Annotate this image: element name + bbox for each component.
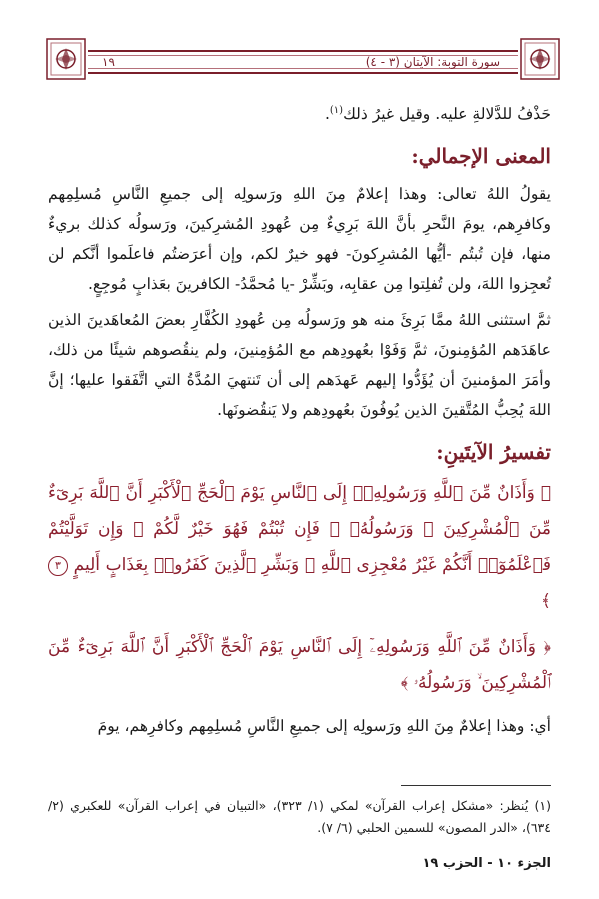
footnote-ref[interactable]: (١)	[329, 105, 344, 116]
general-paragraph-2: ثمَّ استثنى اللهُ ممَّا بَرِئَ منه هو ورَسولُه مِن عُهودِ الكُفَّارِ بعضَ المُعاهَدينَ الذين عاهَدَهم المُؤمِنونَ، ثمَّ وَفَوْا بعُهودِهم مع المُؤمِنينَ، ولم ينقُصوهم شيئًا من ذلك، وأمَرَ المؤمنينَ أن يُؤَدُّوا إليهم عَهدَهم إلى أن تَنتهيَ المُدَّةُ التي اتَّفَقوا عليها؛ إنَّ اللهَ يُحِبُّ المُتَّقينَ الذين يُوفُونَ بعُهودِهم ولا يَنقُضونَها.	[48, 311, 551, 420]
intro-paragraph: حَذْفُ للدَّلالةِ عليه. وقيل غيرُ ذلك$^{(١)}$.	[324, 105, 551, 124]
page-number: ١٩	[102, 55, 115, 69]
page-footer: الجزء ١٠ - الحزب ١٩	[422, 856, 551, 871]
heading-tafsir: تفسيرُ الآيتَينِ:	[436, 440, 551, 465]
running-title: سورة التوبة: الآيتان (٣ - ٤)	[365, 55, 500, 69]
tafsir-paragraph: أي: وهذا إعلامٌ مِنَ اللهِ ورَسولِه إلى جميعِ النَّاسِ مُسلِمِهم وكافرِهم، يومَ	[97, 717, 551, 736]
footnote: (١) يُنظر: «مشكل إعراب القرآن» لمكي (١/ ٣٢٣)، «التبيان في إعراب القرآن» للعكبري (٢/ ٦٣٤)، «الدر المصون» للسمين الحلبي (٦/ ٧).	[48, 798, 551, 835]
ornament-right-icon	[518, 36, 562, 82]
ayah-number-badge: ٣	[48, 556, 68, 576]
page-header	[44, 36, 562, 82]
general-paragraph-1: يقولُ اللهُ تعالى: وهذا إعلامٌ مِنَ اللهِ ورَسولِه إلى جميعِ النَّاسِ مُسلِمِهم وكافرِهم، يومَ النَّحرِ بأنَّ اللهَ بَرِيءٌ مِن عُهودِ المُشرِكينَ، ورَسولُه كذلك بريءٌ منها، فإن تُبتُم -أيُّها المُشرِكونَ- فهو خيرٌ لكم، وإن أعرَضتُم فاعلَموا أنَّكم لن تُعجِزوا اللهَ، ولن تُفلِتوا مِن عقابِه، وبَشِّرْ -يا مُحمَّدُ- الكافرينَ بعَذابٍ مُوجِعٍ.	[48, 185, 551, 294]
verse-1-text: ﴿ وَأَذَانٌ مِّنَ ٱللَّهِ وَرَسُولِهِۦٓ إِلَى ٱلنَّاسِ يَوْمَ ٱلْحَجِّ ٱلْأَكْبَرِ أَنَّ ٱللَّهَ بَرِىٓءٌ مِّنَ ٱلْمُشْرِكِينَ ۙ وَرَسُولُهُۥ ۚ فَإِن تُبْتُمْ فَهُوَ خَيْرٌ لَّكُمْ ۖ وَإِن تَوَلَّيْتُمْ فَٱعْلَمُوٓا۟ أَنَّكُمْ غَيْرُ مُعْجِزِى ٱللَّهِ ۗ وَبَشِّرِ ٱلَّذِينَ كَفَرُوا۟ بِعَذَابٍ أَلِيمٍ	[48, 483, 551, 576]
header-band	[88, 50, 518, 74]
verse-1-close: ﴾	[541, 591, 551, 612]
ornament-left-icon	[44, 36, 88, 82]
page-content	[48, 96, 551, 747]
footnote-divider	[401, 785, 551, 786]
quran-verse-1	[48, 475, 551, 619]
quran-verse-2: ﴿ وَأَذَانٌ مِّنَ ٱللَّهِ وَرَسُولِهِۦٓ إِلَى ٱلنَّاسِ يَوْمَ ٱلْحَجِّ ٱلْأَكْبَرِ أَنَّ ٱللَّهَ بَرِىٓءٌ مِّنَ ٱلْمُشْرِكِينَ ۙ وَرَسُولُهُۥ ﴾	[48, 637, 551, 694]
heading-general-meaning: المعنى الإجمالي:	[411, 144, 551, 169]
intro-text: حَذْفُ للدَّلالةِ عليه. وقيل غيرُ ذلك	[343, 105, 551, 124]
